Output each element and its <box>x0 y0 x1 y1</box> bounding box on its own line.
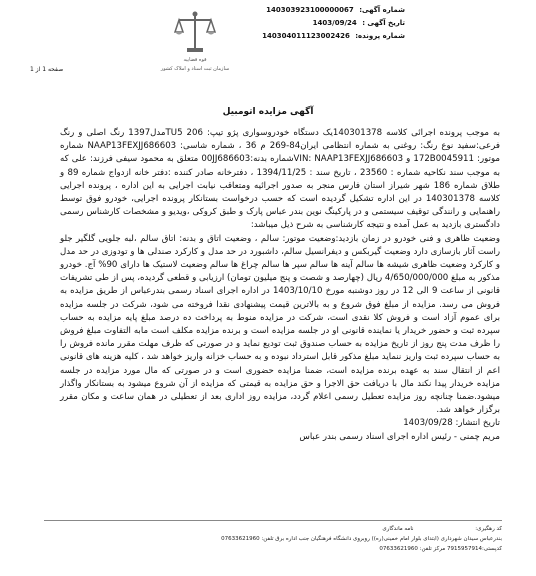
document-body <box>60 127 500 444</box>
footer-row-1 <box>44 524 502 534</box>
footer-address: بندرعباس سیدان شهرداری (ابتدای بلوار امام خمینی(ره)) روبروی دانشگاه فرهنگیان جنب اداره برق تلفن: 07633621960 <box>221 536 502 542</box>
ad-date: 1403/09/24 <box>312 19 357 27</box>
footer <box>44 524 502 554</box>
file-number: 140304011123002426 <box>262 32 350 40</box>
file-number-row <box>245 30 405 43</box>
scales-emblem-icon <box>174 10 216 56</box>
ad-date-row <box>245 17 405 30</box>
footer-postal: کدپستی:7915957914 مرکز تلفن: 07633621960 <box>379 546 502 552</box>
judiciary-logo <box>150 10 240 80</box>
publication-date: تاریخ انتشار: 1403/09/28 <box>403 418 500 429</box>
file-number-label: شماره پرونده: <box>355 32 405 40</box>
org-name-line1: قوه قضاییه <box>183 57 207 63</box>
page-number: صفحه 1 از 1 <box>30 66 64 73</box>
ad-meta-block <box>245 4 405 43</box>
signatory: مریم چمنی - رئیس اداره اجرای اسناد رسمی بندر عباس <box>299 431 500 442</box>
org-name-line2: سازمان ثبت اسناد و املاک کشور <box>160 66 230 72</box>
footer-tracking-label: کد رهگیری: <box>475 526 502 532</box>
ad-number-label: شماره آگهی: <box>359 6 405 14</box>
footer-archive-label: نامه ماندگاری <box>382 526 414 532</box>
ad-number-row <box>245 4 405 17</box>
ad-number: 140303923100000067 <box>266 6 354 14</box>
body-paragraph-1: به موجب پرونده اجرائی کلاسه 140301378یک دستگاه خودروسواری پژو تیپ: 206 TU5مدل1397 رنگ اصلی و رنگ فرعی:سفید نوع رنگ: روغنی به شماره انتظامی ایران84-269 م 36 ، شماره شاسی: NAAP13FEXJJ686603 شماره موتور: 172B0045911 و VIN: NAAP13FEXJJ686603شماره بدنه:00JJ686603 متعلق به محمود سیفی فرزند: علی که به موجب سند نکاحیه شماره : 23560 ، تاریخ سند : 1394/11/25 ، دفترخانه صادر کننده :دفتر خانه ازدواج شماره 89 و طلاق شماره 186 شهر شیراز استان فارس منجر به صدور اجرائیه ومتعاقب نیابت اجرایی به این اداره ، پرونده اجرایی کلاسه 140301378 در این اداره تشکیل گردیده است که حسب درخواست بستانکار پرونده اجرایی، خودرو فوق توسط راهنمایی و رانندگی توقیف سیستمی و در پارکینگ نوین بندر عباس پارک و طبق کروکی ،ویدیو و مشخصات کارشناس رسمی دادگستری بازدید به عمل آمده و نتیجه کارشناسی به شرح ذیل میباشد: <box>60 128 501 231</box>
document-title: آگهی مزایده اتومبیل <box>222 107 314 117</box>
ad-date-label: تاریخ آگهی : <box>362 19 405 27</box>
footer-divider <box>44 520 502 521</box>
body-paragraph-2: وضعیت ظاهری و فنی خودرو در زمان بازدید:وضعیت موتور: سالم ، وضعیت اتاق و بدنه: اتاق سالم ،لبه جلویی گلگیر جلو راست آثار بازسازی دارد وضعیت گیربکس و دیفرانسیل سالم، داشبورد در حد مدل و کارکرد صندلی ها و تودوزی در حد مدل و کارکرد وضعیت ظاهری شیشه ها سالم آینه ها سالم سپر ها سالم چراغ ها سالم وضعیت لاستیک ها دارای 90% آج. خودرو مذکور به مبلغ 4/650/000/000 ریال (چهارصد و شصت و پنج میلیون تومان) ارزیابی و قطعی گردیده، پس از طی تشریفات قانونی از ساعت 9 الی 12 در روز دوشنبه مورخ 1403/10/10 در اداره اجرای اسناد رسمی بندرعباس از طریق مزایده به فروش می رسد. مزایده از مبلغ فوق شروع و به بالاترین قیمت پیشنهادی نقدا فروخته می شود، شرکت در جلسه مزایده برای عموم آزاد است و فروش کلا نقدی است، شرکت در مزایده منوط به پرداخت ده درصد مبلغ پایه مزایده به حساب سپرده ثبت و حضور خریدار یا نماینده قانونی او در جلسه مزایده است و برنده مزایده مکلف است مابه التفاوت مبلغ فروش را ظرف مدت پنج روز از تاریخ مزایده به حساب صندوق ثبت تودیع نماید و در صورتی که ظرف مهلت مقرر مانده فروش را به حساب سپرده ثبت واریز ننماید مبلغ مذکور قابل استرداد نبوده و به حساب خزانه واریز خواهد شد ، کلیه هزینه های قانونی اعم از انتقال سند به عهده برنده مزایده است، ضمنا مزایده حضوری است و در صورتی که مال مورد مزایده در جلسه مزایده خریدار پیدا نکند مال با دریافت حق الاجرا و حق مزایده به قیمتی که مزایده از آن شروع میشود به بستانکار واگذار میشود.ضمنا چنانچه روز مزایده تعطیل رسمی اعلام گردد، مزایده روز اداری بعد از تعطیلی در همان ساعت و مکان مقرر برگزار خواهد شد. <box>60 233 501 416</box>
